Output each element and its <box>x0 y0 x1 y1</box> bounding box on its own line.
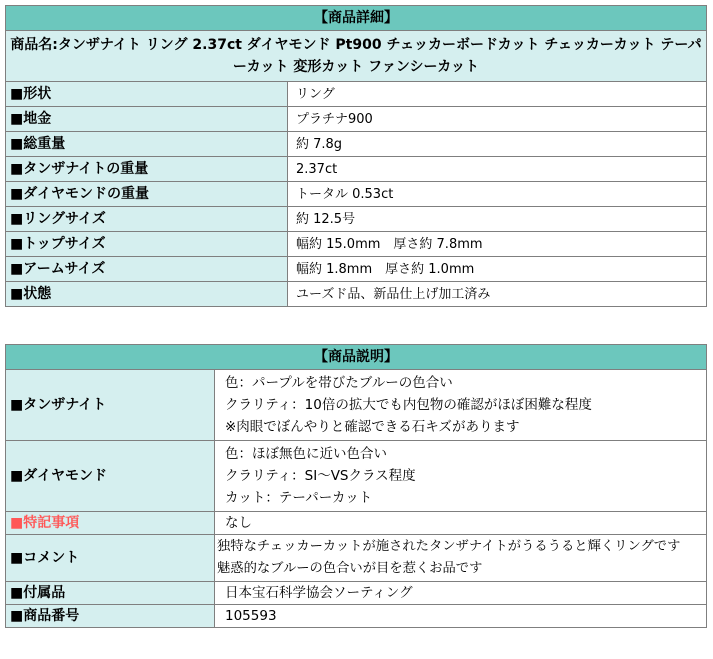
comment-line: 独特なチェッカーカットが施されたタンザナイトがうるうると輝くリングです <box>217 539 681 554</box>
table-row <box>6 582 707 605</box>
metal-value: プラチナ900 <box>288 107 707 132</box>
condition-label: ■状態 <box>6 282 288 307</box>
accessories-value: 日本宝石科学協会ソーティング <box>215 582 707 605</box>
comment-text <box>215 535 707 582</box>
comment-line: 魅惑的なブルーの色合いが目を惹くお品です <box>217 561 483 576</box>
diamond-label: ■ダイヤモンド <box>6 441 215 512</box>
top-size-value: 幅約 15.0mm 厚さ約 7.8mm <box>288 232 707 257</box>
table-row <box>6 535 707 582</box>
tanzanite-clarity-line: クラリティ：10倍の拡大でも内包物の確認がほぼ困難な程度 <box>225 397 592 413</box>
product-details-table <box>5 5 707 307</box>
product-description-table <box>5 344 707 628</box>
total-weight-label: ■総重量 <box>6 132 288 157</box>
tanzanite-note-line: ※肉眼でぼんやりと確認できる石キズがあります <box>225 419 520 435</box>
table-row <box>6 370 707 441</box>
table-row <box>6 257 707 282</box>
metal-label: ■地金 <box>6 107 288 132</box>
diamond-cut-line: カット：テーパーカット <box>225 490 373 506</box>
special-notes-value: なし <box>215 512 707 535</box>
ring-size-value: 約 12.5号 <box>288 207 707 232</box>
condition-value: ユーズド品、新品仕上げ加工済み <box>288 282 707 307</box>
description-header: 【商品説明】 <box>6 345 707 370</box>
arm-size-label: ■アームサイズ <box>6 257 288 282</box>
tanzanite-description <box>215 370 707 441</box>
shape-label: ■形状 <box>6 82 288 107</box>
shape-value: リング <box>288 82 707 107</box>
diamond-weight-label: ■ダイヤモンドの重量 <box>6 182 288 207</box>
table-row <box>6 157 707 182</box>
table-row <box>6 107 707 132</box>
accessories-label: ■付属品 <box>6 582 215 605</box>
table-row <box>6 182 707 207</box>
top-size-label: ■トップサイズ <box>6 232 288 257</box>
table-row <box>6 207 707 232</box>
tanzanite-color-line: 色：パープルを帯びたブルーの色合い <box>225 375 453 391</box>
diamond-description <box>215 441 707 512</box>
special-notes-label: ■特記事項 <box>6 512 215 535</box>
tanzanite-weight-label: ■タンザナイトの重量 <box>6 157 288 182</box>
product-number-label: ■商品番号 <box>6 605 215 628</box>
total-weight-value: 約 7.8g <box>288 132 707 157</box>
product-name: 商品名:タンザナイト リング 2.37ct ダイヤモンド Pt900 チェッカーボードカット チェッカーカット テーパーカット 変形カット ファンシーカット <box>6 31 707 82</box>
diamond-color-line: 色：ほぼ無色に近い色合い <box>225 446 387 462</box>
comment-label: ■コメント <box>6 535 215 582</box>
diamond-weight-value: トータル 0.53ct <box>288 182 707 207</box>
table-row <box>6 605 707 628</box>
diamond-clarity-line: クラリティ：SI～VSクラス程度 <box>225 468 416 484</box>
tanzanite-weight-value: 2.37ct <box>288 157 707 182</box>
product-number-value: 105593 <box>215 605 707 628</box>
table-row <box>6 82 707 107</box>
table-row <box>6 232 707 257</box>
ring-size-label: ■リングサイズ <box>6 207 288 232</box>
table-row <box>6 512 707 535</box>
details-header: 【商品詳細】 <box>6 6 707 31</box>
tanzanite-label: ■タンザナイト <box>6 370 215 441</box>
table-row <box>6 132 707 157</box>
table-row <box>6 282 707 307</box>
arm-size-value: 幅約 1.8mm 厚さ約 1.0mm <box>288 257 707 282</box>
table-row <box>6 441 707 512</box>
